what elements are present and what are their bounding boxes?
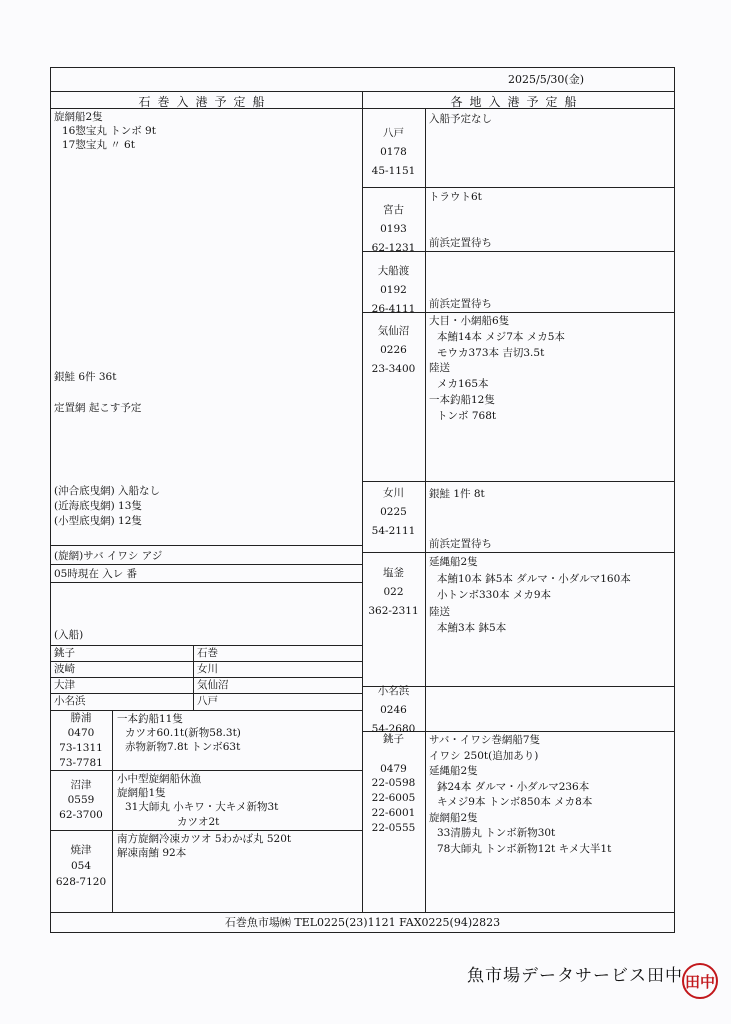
- port-shiogama: 塩釜 022 362-2311: [368, 567, 419, 617]
- nyusen-label: (入船): [54, 629, 84, 641]
- port-hachinohe: 八戸 0178 45-1151: [371, 127, 416, 177]
- regional-header: 各地入港予定船: [450, 95, 584, 109]
- miyako-bottom: 前浜定置待ち: [429, 237, 492, 249]
- port-grid-right-0: 石巻: [197, 647, 218, 659]
- ishinomaki-header: 石巻入港予定船: [138, 95, 272, 109]
- onagawa-lines: 銀鮭 1件 8t: [429, 488, 485, 500]
- port-onagawa: 女川 0225 54-2111: [371, 487, 416, 537]
- ofunato-bottom: 前浜定置待ち: [429, 298, 492, 310]
- port-grid-right-2: 気仙沼: [197, 679, 229, 691]
- port-ofunato: 大船渡 0192 26-4111: [371, 265, 416, 315]
- port-numazu: 沼津 0559 62-3700: [59, 779, 103, 821]
- hachinohe-lines: 入船予定なし: [429, 113, 492, 125]
- numazu-lines: 小中型旋網船休漁 旋網船1隻 31大師丸 小キワ・大キメ新物3t カツオ2t: [117, 773, 279, 828]
- port-grid-left-1: 波崎: [54, 663, 75, 675]
- port-katsuura: 勝浦 0470 73-1311 73-7781: [59, 712, 103, 769]
- port-yaizu: 焼津 054 628-7120: [55, 844, 107, 888]
- onagawa-bottom: 前浜定置待ち: [429, 538, 492, 550]
- report-date: 2025/5/30(金): [508, 73, 584, 86]
- port-grid-left-2: 大津: [54, 679, 75, 691]
- footer-contact: 石巻魚市場㈱ TEL0225(23)1121 FAX0225(94)2823: [224, 916, 501, 929]
- kesennuma-lines: 大目・小網船6隻 本鮪14本 メジ7本 メカ5本 モウカ373本 吉切3.5t 陸送 メカ165本 一本釣船12隻 トンボ 768t: [429, 315, 565, 422]
- port-onahama: 小名浜 0246 54-2680: [371, 685, 416, 735]
- port-grid-left-0: 銚子: [54, 647, 75, 659]
- port-miyako: 宮古 0193 62-1231: [371, 204, 416, 254]
- port-grid-right-3: 八戸: [197, 695, 218, 707]
- shiogama-lines: 延縄船2隻 本鮪10本 鉢5本 ダルマ・小ダルマ160本 小トンボ330本 メカ9本 陸送 本鮪3本 鉢5本: [429, 556, 631, 634]
- seal-stamp: 田中: [682, 963, 718, 999]
- senmo-line: (旋網)サバ イワシ アジ: [54, 550, 163, 562]
- katsuura-lines: 一本釣船11隻 カツオ60.1t(新物58.3t) 赤物新物7.8t トンボ63t: [117, 713, 241, 754]
- choshi-lines: サバ・イワシ巻網船7隻 イワシ 250t(追加あり) 延縄船2隻 鉢24本 ダルマ・小ダルマ236本 キメジ9本 トンボ850本 メカ8本 旋網船2隻 33清勝丸 トンボ新物30t 78大師丸 トンボ新物12t キメ大半1t: [429, 734, 612, 855]
- ginsake-line: 銀鮭 6件 36t: [54, 371, 117, 383]
- port-grid-left-3: 小名浜: [54, 695, 86, 707]
- sokobiki-lines: (沖合底曳網) 入船なし (近海底曳網) 13隻 (小型底曳網) 12隻: [54, 485, 161, 527]
- left-top-lines: 旋網船2隻 16惣宝丸 トンボ 9t 17惣宝丸 〃 6t: [54, 111, 156, 152]
- port-choshi: 銚子 0479 22-0598 22-6005 22-6001 22-0555: [371, 733, 416, 834]
- brand-signature: 魚市場データサービス田中: [467, 966, 683, 986]
- port-grid-right-1: 女川: [197, 663, 218, 675]
- miyako-lines: トラウト6t: [429, 191, 482, 203]
- teichi-line: 定置網 起こす予定: [54, 402, 142, 414]
- yaizu-lines: 南方旋網冷凍カツオ 5わかば丸 520t 解凍南鮪 92本: [117, 833, 292, 860]
- port-kesennuma: 気仙沼 0226 23-3400: [371, 325, 416, 375]
- time-line: 05時現在 入レ 番: [54, 568, 138, 580]
